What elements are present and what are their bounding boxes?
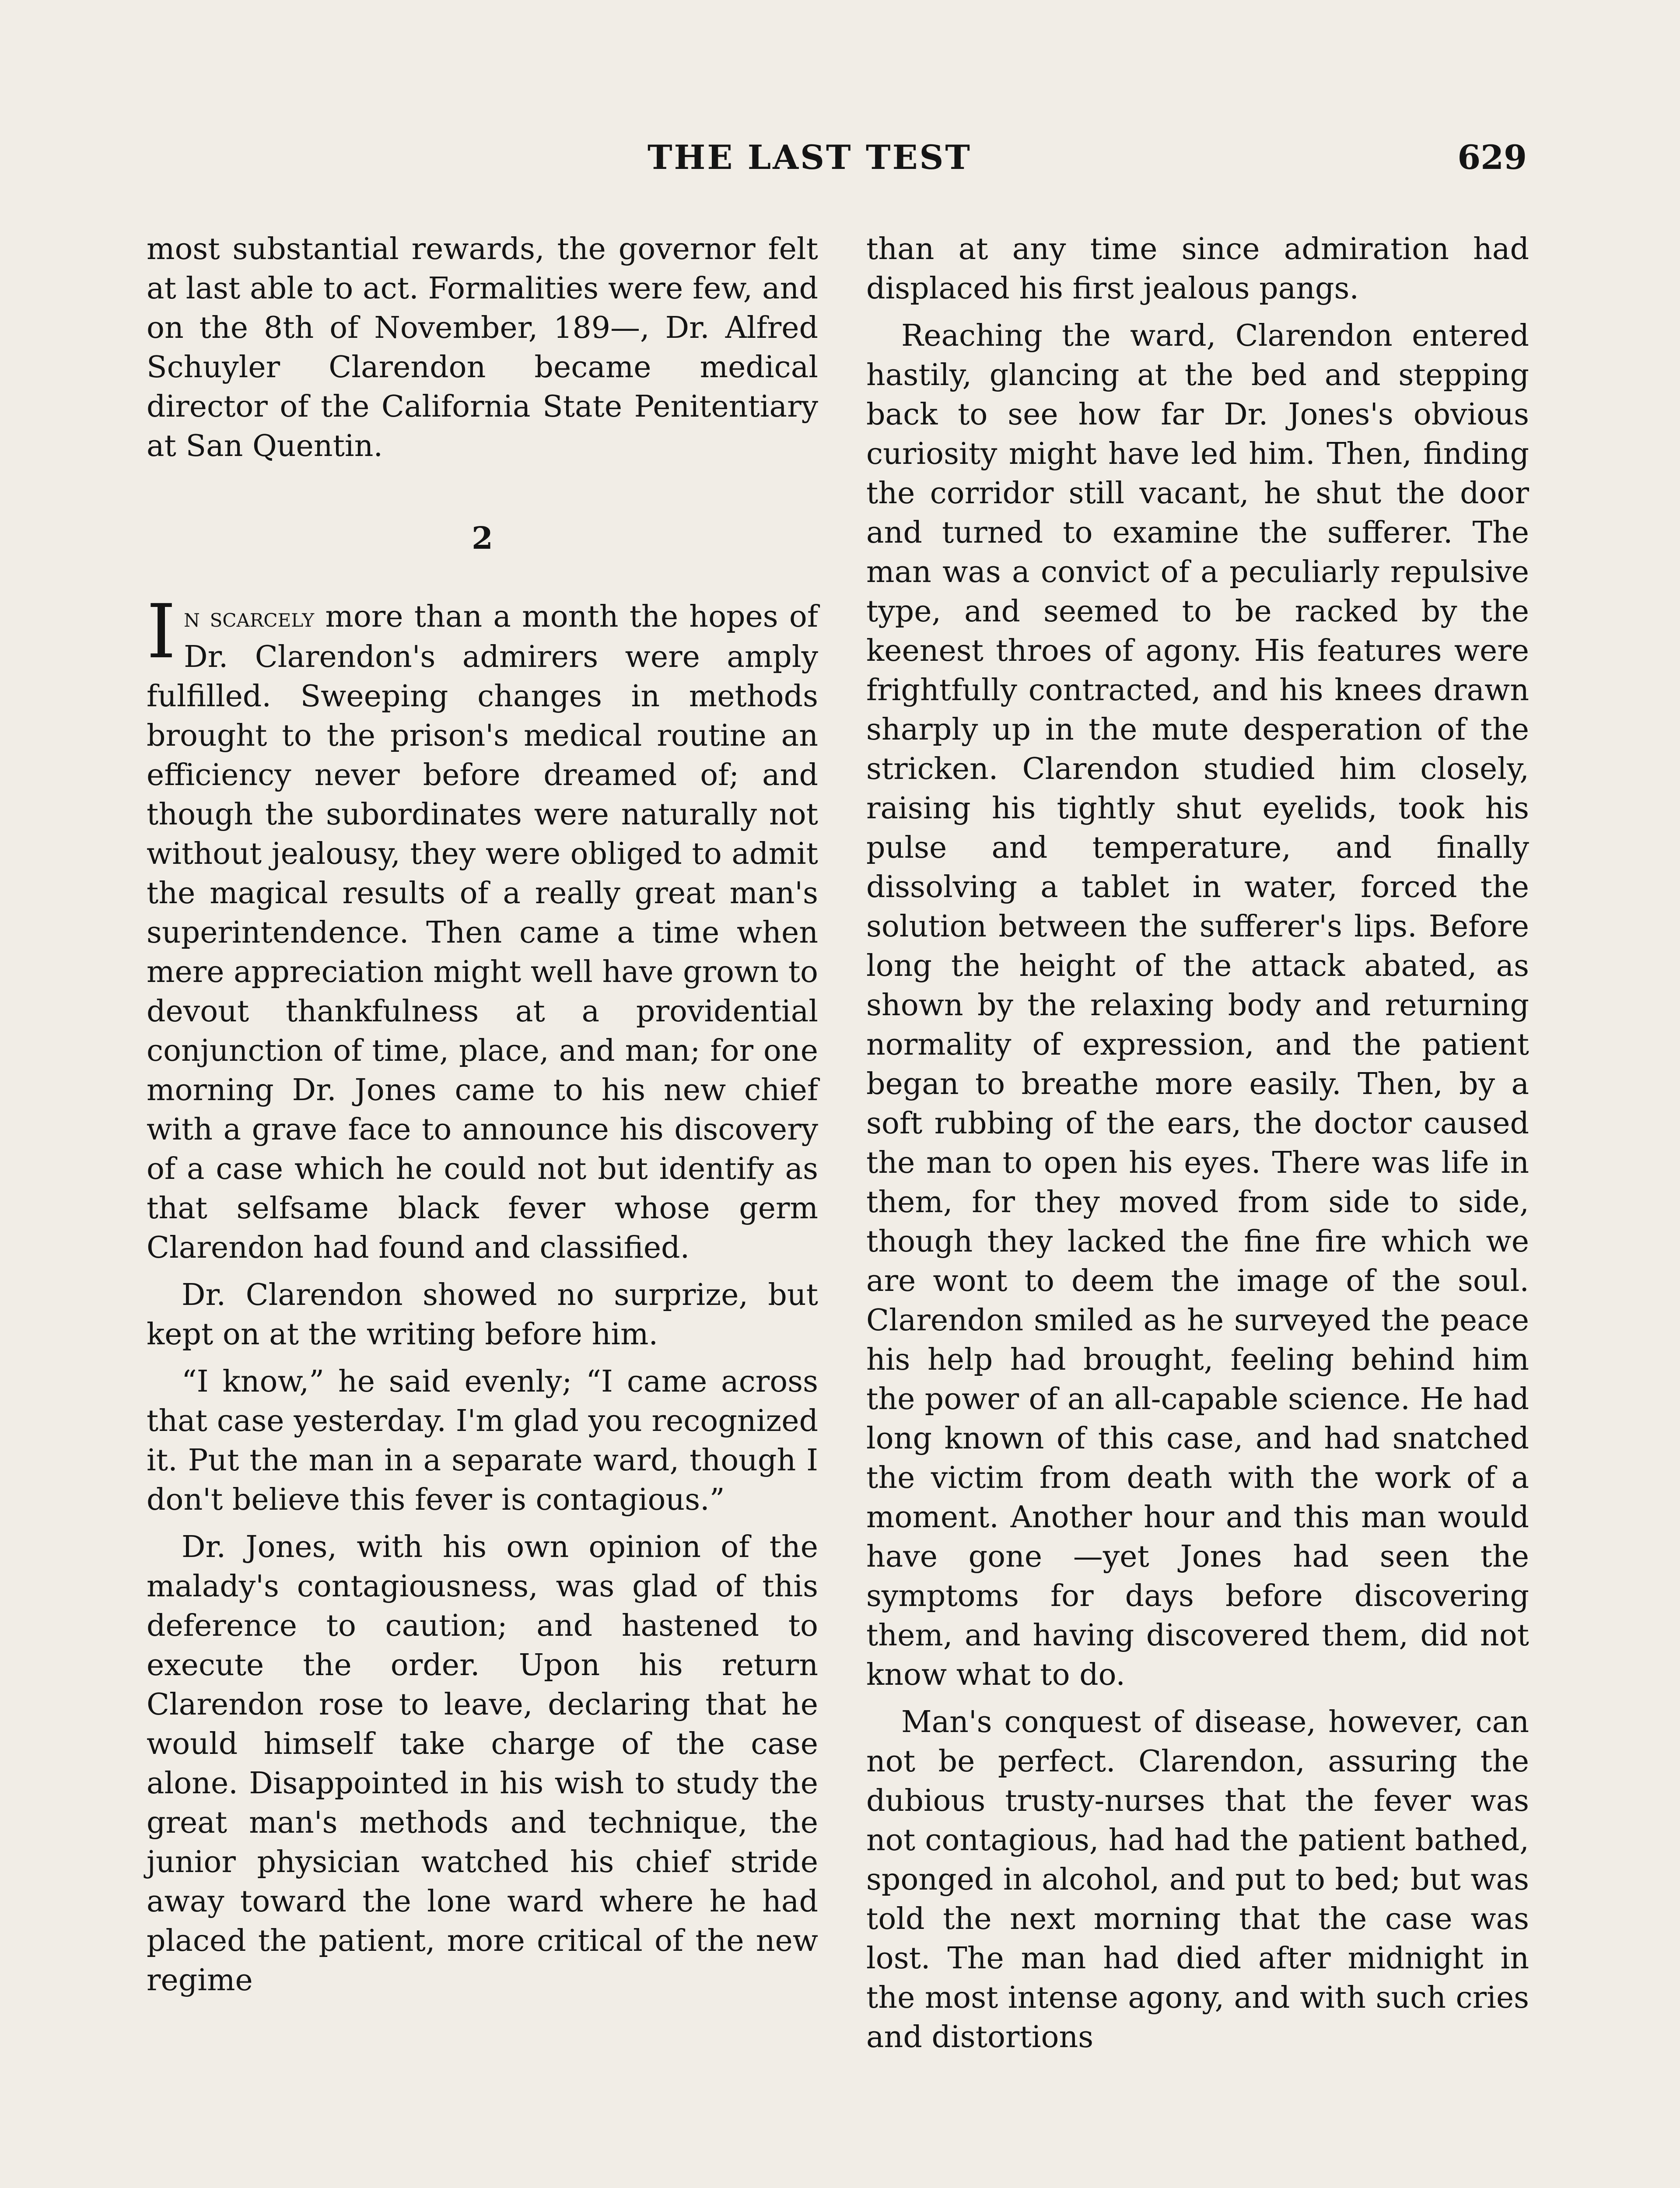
section-number: 2 bbox=[472, 520, 493, 556]
left-column bbox=[147, 230, 818, 2000]
running-header bbox=[648, 138, 1527, 186]
paragraph: Dr. Clarendon showed no surprize, but kept on at the writing before him. bbox=[147, 1278, 818, 1352]
page-number: 629 bbox=[1457, 138, 1527, 177]
paragraph: Reaching the ward, Clarendon entered hastily, glancing at the bed and stepping back to see how far Dr. Jones's obvious curiosity might have led him. Then, finding the corridor still vacant, he shut the door and turned to examine the sufferer. The man was a convict of a peculiarly repulsive type, and seemed to be racked by the keenest throes of agony. His features were frightfully contracted, and his knees drawn sharply up in the mute desperation of the stricken. Clarendon studied him closely, raising his tightly shut eyelids, took his pulse and temperature, and finally dissolving a tablet in water, forced the solution between the sufferer's lips. Before long the height of the attack abated, as shown by the relaxing body and returning normality of expression, and the patient began to breathe more easily. Then, by a soft rubbing of the ears, the doctor caused the man to open his eyes. There was life in them, for they moved from side to side, though they lacked the fine fire which we are wont to deem the image of the soul. Clarendon smiled as he surveyed the peace his help had brought, feeling behind him the power of an all-capable science. He had long known of this case, and had snatched the victim from death with the work of a moment. Another hour and this man would have gone —yet Jones had seen the symptoms for days before discovering them, and having discovered them, did not know what to do. bbox=[866, 319, 1529, 1692]
right-column bbox=[866, 230, 1529, 2057]
drop-cap: I bbox=[147, 589, 176, 675]
paragraph-text: more than a month the hopes of Dr. Clarendon's admirers were amply fulfilled. Sweeping changes in methods brought to the prison's medical routine an efficiency never before dreamed of; and though the subordinates were naturally not without jealousy, they were obliged to admit the magical results of a really great man's superintendence. Then came a time when mere appreciation might well have grown to devout thankfulness at a providential conjunction of time, place, and man; for one morning Dr. Jones came to his new chief with a grave face to announce his discovery of a case which he could not but identify as that selfsame black fever whose germ Clarendon had found and classified. bbox=[147, 600, 818, 1265]
running-title: THE LAST TEST bbox=[648, 138, 972, 177]
paragraph: Dr. Jones, with his own opinion of the malady's contagiousness, was glad of this deference to caution; and hastened to execute the order. Upon his return Clarendon rose to leave, declaring that he would himself take charge of the case alone. Disappointed in his wish to study the great man's methods and technique, the junior physician watched his chief stride away toward the lone ward where he had placed the patient, more critical of the new regime bbox=[147, 1530, 818, 1998]
paragraph: most substantial rewards, the governor felt at last able to act. Formalities were few, and on the 8th of November, 189—, Dr. Alfred Schuyler Clarendon became medical director of the California State Penitentiary at San Quentin. bbox=[147, 232, 818, 463]
paragraph bbox=[147, 589, 818, 1268]
paragraph: Man's conquest of disease, however, can not be perfect. Clarendon, assuring the dubious trusty-nurses that the fever was not contagious, had had the patient bathed, sponged in alcohol, and put to bed; but was told the next morning that the case was lost. The man had died after midnight in the most intense agony, and with such cries and distortions bbox=[866, 1705, 1529, 2055]
paragraph: “I know,” he said evenly; “I came across that case yesterday. I'm glad you recognized it. Put the man in a separate ward, though I don't believe this fever is contagious.” bbox=[147, 1364, 818, 1517]
paragraph: than at any time since admiration had displaced his first jealous pangs. bbox=[866, 232, 1529, 306]
small-caps-lead: n scarcely bbox=[184, 603, 315, 633]
